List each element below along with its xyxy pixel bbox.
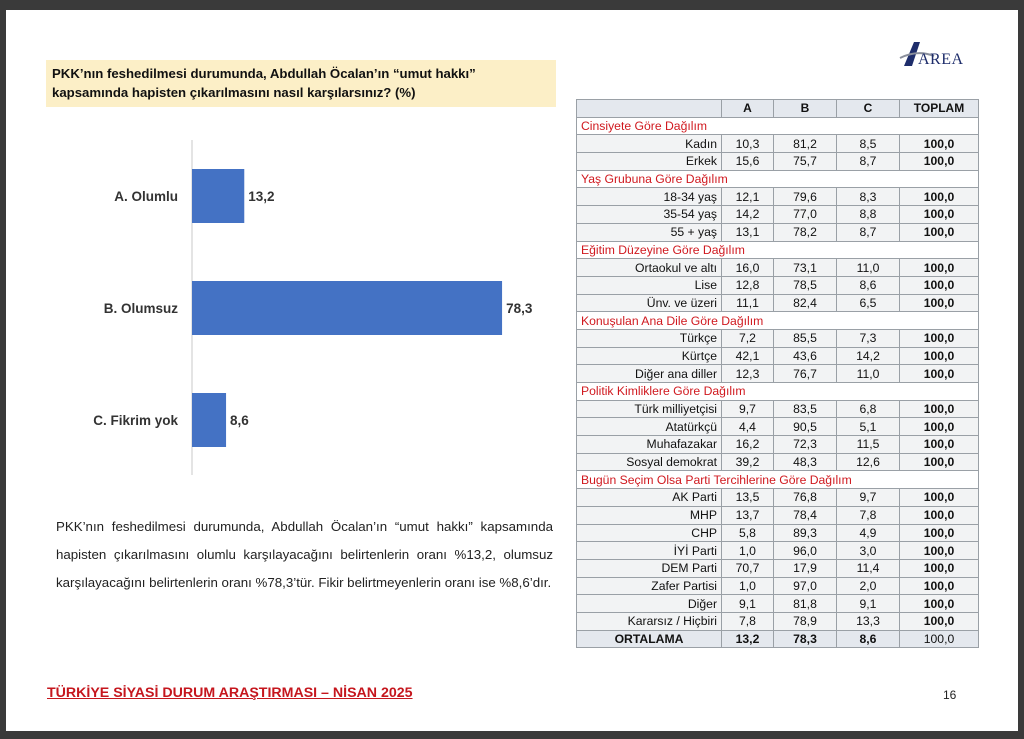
row-label: Kürtçe: [577, 347, 722, 365]
cell-c: 2,0: [837, 577, 900, 595]
table-row: [577, 418, 979, 436]
cell-b: 83,5: [774, 400, 837, 418]
cell-a: 16,2: [722, 436, 774, 454]
cell-a: 12,8: [722, 276, 774, 294]
cell-b: 89,3: [774, 524, 837, 542]
row-label: Kararsız / Hiçbiri: [577, 612, 722, 630]
table-section-row: [577, 170, 979, 188]
cell-a: 16,0: [722, 259, 774, 277]
row-label: Lise: [577, 276, 722, 294]
cell-b: 73,1: [774, 259, 837, 277]
cell-b: 76,7: [774, 365, 837, 383]
average-label: ORTALAMA: [577, 630, 722, 648]
value-label: 13,2: [248, 189, 275, 204]
bar-1: [192, 281, 502, 335]
table-row: [577, 612, 979, 630]
cell-b: 97,0: [774, 577, 837, 595]
cell-total: 100,0: [900, 436, 979, 454]
row-label: Diğer ana diller: [577, 365, 722, 383]
table-row: [577, 294, 979, 312]
table-row: [577, 400, 979, 418]
cell-c: 7,3: [837, 329, 900, 347]
table-row: [577, 577, 979, 595]
cell-b: 81,2: [774, 135, 837, 153]
cell-total: 100,0: [900, 153, 979, 171]
cell-b: 75,7: [774, 153, 837, 171]
cell-b: 17,9: [774, 559, 837, 577]
section-title: Yaş Grubuna Göre Dağılım: [577, 170, 979, 188]
row-label: Sosyal demokrat: [577, 453, 722, 471]
table-section-row: [577, 241, 979, 259]
cell-b: 72,3: [774, 436, 837, 454]
cell-c: 8,5: [837, 135, 900, 153]
cell-a: 12,1: [722, 188, 774, 206]
cell-total: 100,0: [900, 577, 979, 595]
cell-total: 100,0: [900, 418, 979, 436]
row-label: Ünv. ve üzeri: [577, 294, 722, 312]
average-b: 78,3: [774, 630, 837, 648]
section-title: Eğitim Düzeyine Göre Dağılım: [577, 241, 979, 259]
cell-b: 77,0: [774, 206, 837, 224]
row-label: AK Parti: [577, 489, 722, 507]
cell-a: 7,2: [722, 329, 774, 347]
cell-b: 82,4: [774, 294, 837, 312]
row-label: Diğer: [577, 595, 722, 613]
cell-a: 42,1: [722, 347, 774, 365]
table-row: [577, 542, 979, 560]
cell-total: 100,0: [900, 294, 979, 312]
cell-total: 100,0: [900, 559, 979, 577]
logo-text: AREA: [918, 51, 964, 68]
table-row: [577, 559, 979, 577]
row-label: 35-54 yaş: [577, 206, 722, 224]
average-c: 8,6: [837, 630, 900, 648]
cell-total: 100,0: [900, 347, 979, 365]
table-section-row: [577, 312, 979, 330]
table-row: [577, 259, 979, 277]
table-row: [577, 206, 979, 224]
row-label: Türk milliyetçisi: [577, 400, 722, 418]
cell-b: 78,9: [774, 612, 837, 630]
cell-c: 8,3: [837, 188, 900, 206]
cell-b: 48,3: [774, 453, 837, 471]
cell-c: 3,0: [837, 542, 900, 560]
cell-b: 96,0: [774, 542, 837, 560]
cell-a: 7,8: [722, 612, 774, 630]
cell-b: 78,2: [774, 223, 837, 241]
average-a: 13,2: [722, 630, 774, 648]
cell-total: 100,0: [900, 188, 979, 206]
cell-c: 4,9: [837, 524, 900, 542]
summary-text: PKK’nın feshedilmesi durumunda, Abdullah Öcalan’ın “umut hakkı” kapsamında hapisten çıkarılmasını olumlu karşılayacağını belirtenlerin oranı %13,2, olumsuz karşılayacağını belirtenlerin oranı %78,3’tür. Fikir belirtmeyenlerin oranı ise %8,6’dır.: [56, 519, 553, 590]
header-c: C: [837, 100, 900, 118]
question-title: PKK’nın feshedilmesi durumunda, Abdullah Öcalan’ın “umut hakkı” kapsamında hapisten çıkarılmasını nasıl karşılarsınız? (%): [52, 66, 476, 100]
cell-c: 14,2: [837, 347, 900, 365]
row-label: Türkçe: [577, 329, 722, 347]
cell-b: 81,8: [774, 595, 837, 613]
cell-total: 100,0: [900, 524, 979, 542]
cell-c: 8,7: [837, 223, 900, 241]
average-row: [577, 630, 979, 648]
table-section-row: [577, 471, 979, 489]
cell-c: 11,0: [837, 259, 900, 277]
table-row: [577, 188, 979, 206]
cell-a: 13,5: [722, 489, 774, 507]
cell-a: 12,3: [722, 365, 774, 383]
crosstab-table: [576, 99, 979, 648]
table-row: [577, 365, 979, 383]
footer-title: TÜRKİYE SİYASİ DURUM ARAŞTIRMASI – NİSAN 2025: [47, 685, 413, 701]
cell-total: 100,0: [900, 223, 979, 241]
row-label: CHP: [577, 524, 722, 542]
table-row: [577, 506, 979, 524]
cell-a: 13,1: [722, 223, 774, 241]
cell-total: 100,0: [900, 400, 979, 418]
cell-total: 100,0: [900, 612, 979, 630]
table-row: [577, 276, 979, 294]
header-total: TOPLAM: [900, 100, 979, 118]
cell-c: 11,4: [837, 559, 900, 577]
cell-total: 100,0: [900, 595, 979, 613]
cell-b: 90,5: [774, 418, 837, 436]
category-label: C. Fikrim yok: [93, 413, 178, 428]
cell-b: 78,5: [774, 276, 837, 294]
cell-a: 13,7: [722, 506, 774, 524]
bar-chart: [40, 130, 580, 475]
table-row: [577, 595, 979, 613]
cell-total: 100,0: [900, 276, 979, 294]
table-row: [577, 524, 979, 542]
cell-c: 13,3: [837, 612, 900, 630]
row-label: Kadın: [577, 135, 722, 153]
cell-a: 5,8: [722, 524, 774, 542]
cell-a: 4,4: [722, 418, 774, 436]
cell-a: 9,7: [722, 400, 774, 418]
header-blank: [577, 100, 722, 118]
row-label: DEM Parti: [577, 559, 722, 577]
cell-a: 10,3: [722, 135, 774, 153]
cell-c: 6,8: [837, 400, 900, 418]
row-label: Erkek: [577, 153, 722, 171]
row-label: 55 + yaş: [577, 223, 722, 241]
table-row: [577, 223, 979, 241]
cell-total: 100,0: [900, 329, 979, 347]
table-row: [577, 329, 979, 347]
cell-b: 43,6: [774, 347, 837, 365]
cell-a: 11,1: [722, 294, 774, 312]
cell-b: 85,5: [774, 329, 837, 347]
cell-a: 1,0: [722, 542, 774, 560]
header-b: B: [774, 100, 837, 118]
cell-c: 9,7: [837, 489, 900, 507]
cell-a: 70,7: [722, 559, 774, 577]
cell-a: 15,6: [722, 153, 774, 171]
cell-total: 100,0: [900, 259, 979, 277]
cell-c: 12,6: [837, 453, 900, 471]
cell-b: 79,6: [774, 188, 837, 206]
row-label: 18-34 yaş: [577, 188, 722, 206]
category-label: B. Olumsuz: [103, 301, 178, 316]
table-row: [577, 153, 979, 171]
table-section-row: [577, 117, 979, 135]
section-title: Politik Kimliklere Göre Dağılım: [577, 383, 979, 401]
cell-total: 100,0: [900, 206, 979, 224]
bar-2: [192, 393, 226, 447]
average-total: 100,0: [900, 630, 979, 648]
cell-c: 9,1: [837, 595, 900, 613]
cell-c: 8,6: [837, 276, 900, 294]
cell-b: 76,8: [774, 489, 837, 507]
cell-c: 11,0: [837, 365, 900, 383]
cell-a: 14,2: [722, 206, 774, 224]
page-number: 16: [943, 688, 957, 702]
cell-a: 39,2: [722, 453, 774, 471]
cell-a: 9,1: [722, 595, 774, 613]
section-title: Konuşulan Ana Dile Göre Dağılım: [577, 312, 979, 330]
table-row: [577, 489, 979, 507]
cell-c: 6,5: [837, 294, 900, 312]
table-row: [577, 453, 979, 471]
section-title: Cinsiyete Göre Dağılım: [577, 117, 979, 135]
row-label: İYİ Parti: [577, 542, 722, 560]
table-row: [577, 436, 979, 454]
header-a: A: [722, 100, 774, 118]
cell-b: 78,4: [774, 506, 837, 524]
cell-c: 8,8: [837, 206, 900, 224]
cell-total: 100,0: [900, 365, 979, 383]
cell-total: 100,0: [900, 506, 979, 524]
row-label: MHP: [577, 506, 722, 524]
bar-0: [192, 169, 244, 223]
cell-a: 1,0: [722, 577, 774, 595]
table-row: [577, 135, 979, 153]
row-label: Atatürkçü: [577, 418, 722, 436]
row-label: Muhafazakar: [577, 436, 722, 454]
cell-c: 7,8: [837, 506, 900, 524]
row-label: Zafer Partisi: [577, 577, 722, 595]
cell-total: 100,0: [900, 489, 979, 507]
cell-c: 8,7: [837, 153, 900, 171]
category-label: A. Olumlu: [114, 189, 178, 204]
value-label: 8,6: [230, 413, 249, 428]
cell-total: 100,0: [900, 135, 979, 153]
cell-c: 5,1: [837, 418, 900, 436]
row-label: Ortaokul ve altı: [577, 259, 722, 277]
section-title: Bugün Seçim Olsa Parti Tercihlerine Göre Dağılım: [577, 471, 979, 489]
table-row: [577, 347, 979, 365]
value-label: 78,3: [506, 301, 533, 316]
table-section-row: [577, 383, 979, 401]
cell-total: 100,0: [900, 453, 979, 471]
cell-total: 100,0: [900, 542, 979, 560]
cell-c: 11,5: [837, 436, 900, 454]
